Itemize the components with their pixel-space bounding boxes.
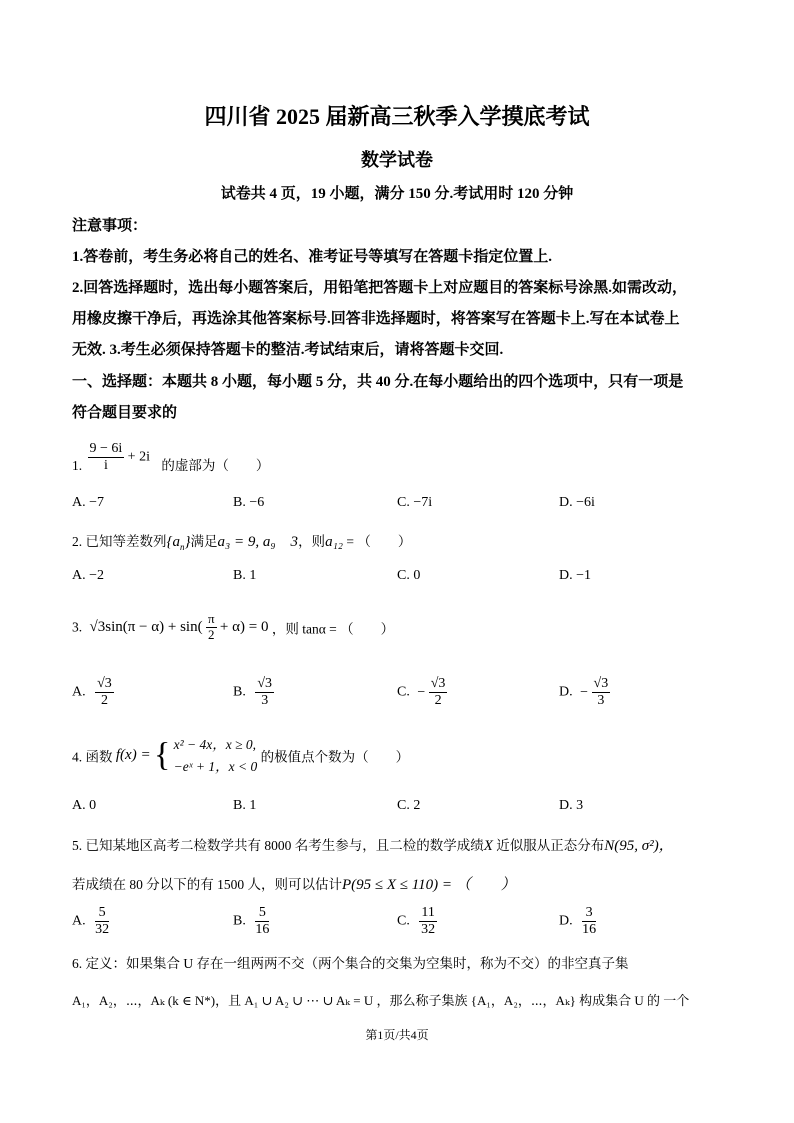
question-1 (72, 434, 269, 474)
q5-option-c-fraction: $\frac{11}{32}$ (421, 905, 436, 938)
q5-distribution: N(95, σ²)， (604, 838, 674, 854)
q2-option-d[interactable]: D. −1 (559, 568, 592, 583)
q4-text-b: 的极值点个数为（ ） (260, 749, 410, 765)
q4-case-1: x² − 4x，x ≥ 0, (173, 737, 257, 752)
notice-line-2: 2.回答选择题时，选出每小题答案后，用铅笔把答题卡上对应题目的答案标号涂黑.如需改动， (72, 280, 688, 296)
q3-option-c-label: C. (397, 684, 410, 700)
q3-option-a-fraction: $\frac{√3}{2}$ (97, 676, 112, 709)
q3-text: ，则 tanα = （ ） (271, 621, 395, 637)
q1-text: 的虚部为（ ） (161, 458, 270, 473)
question-5-line-2 (72, 873, 516, 894)
q3-expression-b: + α) = 0 (219, 618, 269, 635)
q3-option-c-fraction: $\frac{√3}{2}$ (430, 676, 446, 709)
q5-text-c: 若成绩在 80 分以下的有 1500 人，则可以估计 (72, 877, 342, 892)
q2-target: a₁₂ (325, 534, 343, 550)
q2-text-b: 满足 (190, 534, 218, 549)
q3-option-a-label: A. (72, 684, 86, 700)
q1-option-d[interactable]: D. −6i (559, 495, 595, 510)
q2-condition: a₃ = 9, a₉ 3 (217, 534, 299, 550)
q4-option-c[interactable]: C. 2 (397, 798, 421, 813)
page-number: 第1页/共4页 (365, 1028, 429, 1042)
q5-text-b: 近似服从正态分布 (492, 838, 605, 853)
q3-sqrt3: √3 (89, 618, 106, 635)
question-4 (72, 734, 409, 777)
q2-text-c: ，则 (298, 534, 326, 549)
q2-option-c[interactable]: C. 0 (397, 568, 421, 583)
q5-option-b-label: B. (233, 913, 246, 929)
q2-text-d: = （ ） (343, 534, 412, 549)
q5-option-d-label: D. (559, 913, 573, 929)
q1-numerator: 9 − 6i (88, 441, 125, 458)
q4-case-2: −eˣ + 1，x < 0 (173, 758, 258, 774)
question-6-line-1: 6. 定义：如果集合 U 存在一组两两不交（两个集合的交集为空集时，称为不交）的非空真子集 (72, 956, 629, 971)
q5-option-a[interactable] (72, 905, 109, 938)
q3-option-c-sign: − (417, 684, 426, 700)
q1-number: 1. (72, 458, 83, 473)
exam-info: 试卷共 4 页，19 小题，满分 150 分.考试用时 120 分钟 (220, 186, 574, 202)
q4-option-d[interactable]: D. 3 (559, 798, 584, 813)
q3-option-b[interactable] (233, 676, 274, 709)
question-3 (72, 612, 394, 643)
q3-expression-a: sin(π − α) + sin( (105, 618, 203, 635)
section-heading-line-1: 一、选择题：本题共 8 小题，每小题 5 分，共 40 分.在每小题给出的四个选项中，只有一项是 (72, 374, 684, 390)
q3-option-b-label: B. (233, 684, 246, 700)
q1-option-a[interactable]: A. −7 (72, 495, 105, 510)
q3-option-a[interactable] (72, 676, 114, 709)
q2-text-a: 2. 已知等差数列 (72, 534, 167, 549)
q1-fraction (88, 441, 125, 474)
q4-function: f(x) = (115, 747, 151, 764)
q2-option-a[interactable]: A. −2 (72, 568, 105, 583)
q4-text-a: 4. 函数 (72, 749, 113, 765)
exam-subtitle: 数学试卷 (361, 150, 433, 170)
q5-option-d[interactable] (559, 905, 596, 938)
q3-fraction (206, 612, 217, 643)
q5-option-c[interactable] (397, 905, 437, 938)
q5-option-a-fraction: $\frac{5}{32}$ (95, 905, 110, 938)
q3-option-d-sign: − (580, 684, 589, 700)
question-6-line-2: A₁，A₂，⋯，Aₖ (k ∈ N*)，且 A₁ ∪ A₂ ∪ ⋯ ∪ Aₖ = U ，那么称子集族 {A₁，A₂，⋯，Aₖ} 构成集合 U 的 一个 (72, 993, 690, 1008)
q1-denominator: i (103, 457, 108, 473)
q5-option-c-label: C. (397, 913, 410, 929)
q5-text-a: 5. 已知某地区高考二检数学共有 8000 名考生参与，且二检的数学成绩 (72, 838, 484, 853)
q5-option-d-fraction: $\frac{3}{16}$ (582, 905, 597, 938)
q5-option-b[interactable] (233, 905, 269, 938)
q3-option-d-fraction: $\frac{√3}{3}$ (593, 676, 609, 709)
q1-option-c[interactable]: C. −7i (397, 495, 433, 510)
question-5-line-1 (72, 834, 674, 855)
q1-plus-term: + 2i (127, 449, 150, 465)
q3-option-b-fraction: $\frac{√3}{3}$ (257, 676, 273, 709)
section-heading-line-2: 符合题目要求的 (72, 405, 178, 421)
q4-option-b[interactable]: B. 1 (233, 798, 257, 813)
q2-sequence: $\{a_n\}$ (166, 534, 191, 552)
q4-cases (174, 734, 258, 777)
q3-numerator: π (207, 611, 215, 626)
notice-line-4: 无效. 3.考生必须保持答题卡的整洁.考试结束后，请将答题卡交回. (72, 342, 504, 358)
q3-number: 3. (72, 619, 83, 635)
notice-line-1: 1.答卷前，考生务必将自己的姓名、准考证号等填写在答题卡指定位置上. (72, 249, 553, 265)
q5-probability: P(95 ≤ X ≤ 110) = （ ） (342, 877, 516, 893)
notice-heading: 注意事项： (72, 218, 148, 234)
q3-option-d-label: D. (559, 684, 573, 700)
q4-option-a[interactable]: A. 0 (72, 798, 97, 813)
q4-brace: { (153, 736, 171, 774)
notice-line-3: 用橡皮擦干净后，再选涂其他答案标号.回答非选择题时，将答案写在答题卡上.写在本试卷上 (72, 311, 680, 327)
q5-option-a-label: A. (72, 913, 86, 929)
q2-option-b[interactable]: B. 1 (233, 568, 257, 583)
q5-variable: X (483, 838, 493, 854)
q3-option-d[interactable] (559, 676, 610, 709)
q3-option-c[interactable] (397, 676, 447, 709)
exam-title: 四川省 2025 届新高三秋季入学摸底考试 (204, 104, 590, 129)
question-2 (72, 530, 411, 552)
q5-option-b-fraction: $\frac{5}{16}$ (255, 905, 270, 938)
q1-option-b[interactable]: B. −6 (233, 495, 265, 510)
q3-denominator: 2 (208, 626, 215, 642)
